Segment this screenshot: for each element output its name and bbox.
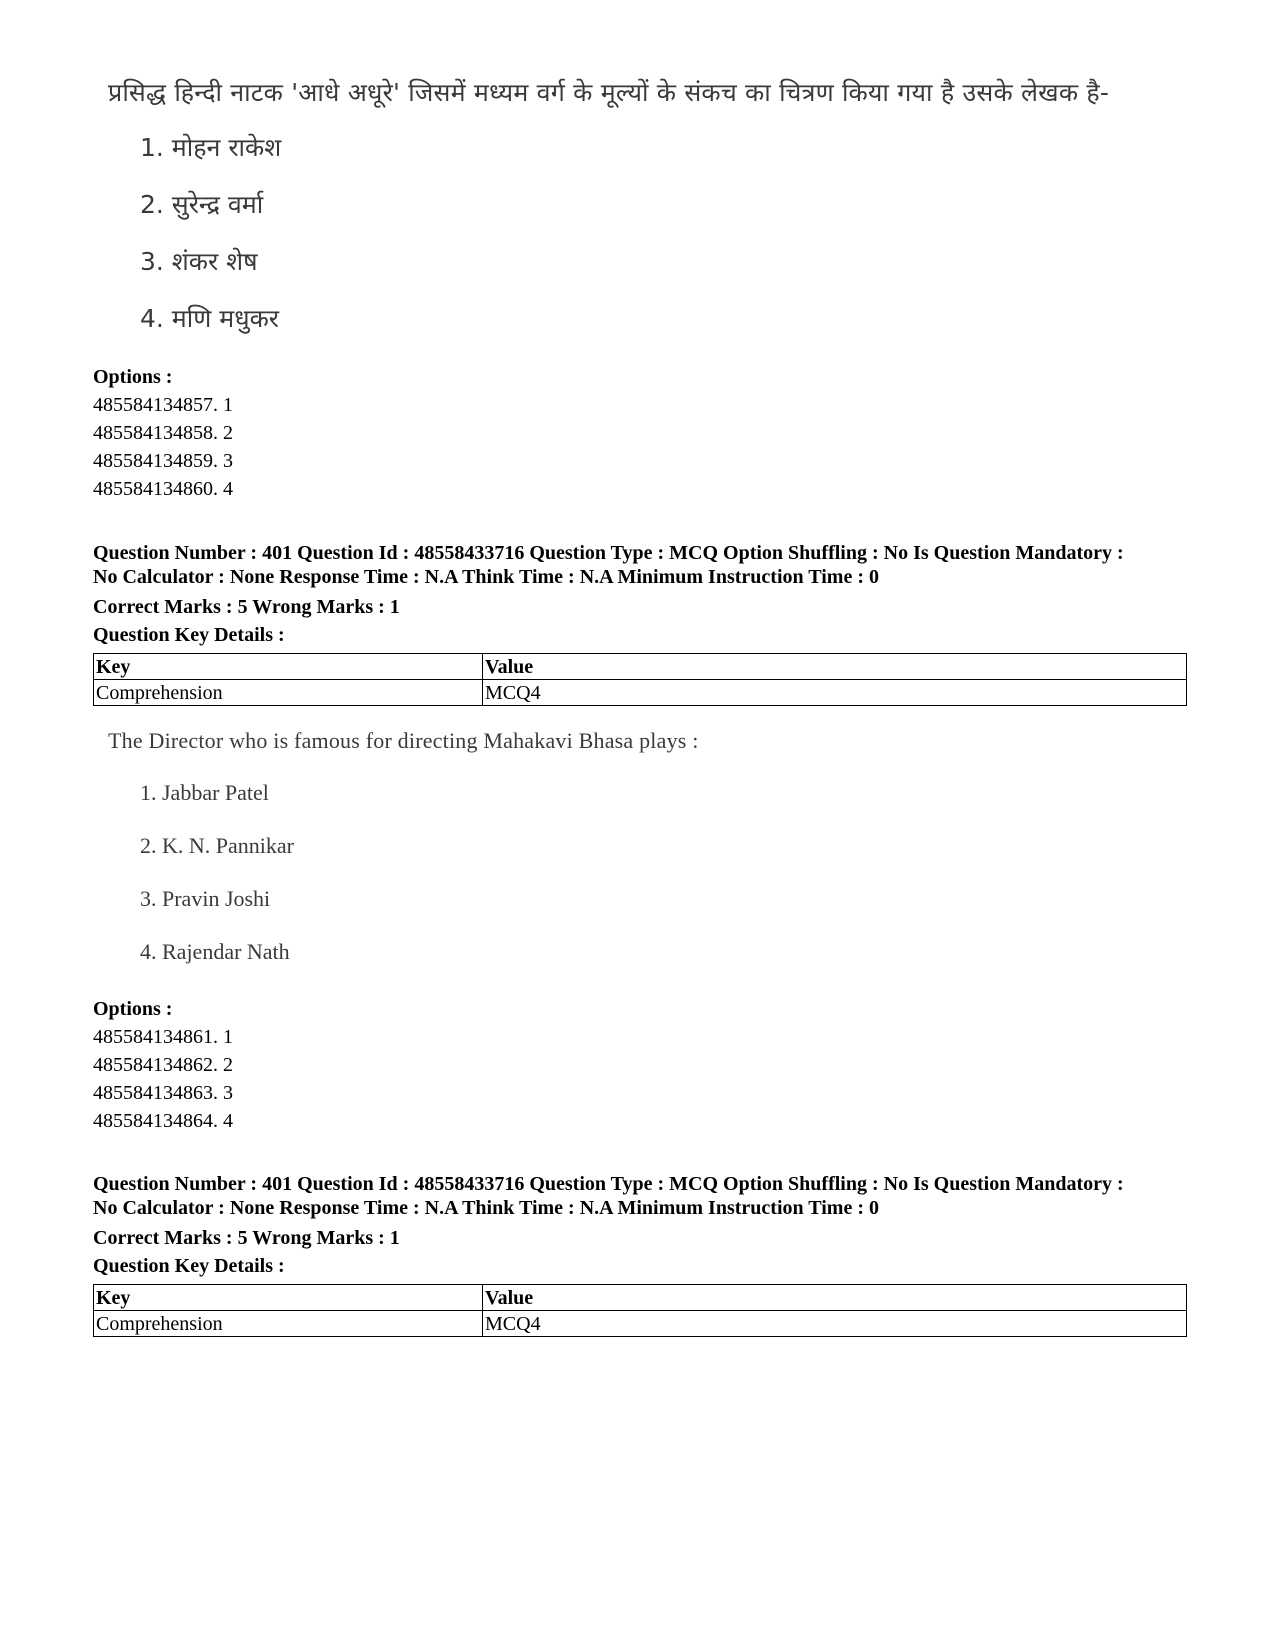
choice-list	[108, 778, 699, 990]
choice-item: 2. K. N. Pannikar	[140, 833, 294, 858]
option-row: 485584134860. 4	[93, 478, 233, 500]
table-cell-value: MCQ4	[483, 1311, 1187, 1337]
question-stem: The Director who is famous for directing Mahakavi Bhasa plays :	[108, 728, 699, 753]
key-details-heading: Question Key Details :	[93, 624, 285, 646]
table-row	[94, 680, 1187, 706]
table-header-row	[94, 1285, 1187, 1311]
options-list	[93, 363, 233, 503]
options-heading: Options :	[93, 366, 173, 388]
marks-line: Correct Marks : 5 Wrong Marks : 1	[93, 1227, 400, 1249]
table-cell-key: Comprehension	[94, 680, 483, 706]
choice-item: 4. Rajendar Nath	[140, 939, 290, 964]
meta-line: Question Number : 401 Question Id : 48558433716 Question Type : MCQ Option Shuffling : No Is Question Mandatory :	[93, 542, 1124, 564]
option-row: 485584134859. 3	[93, 450, 233, 472]
key-details-table	[93, 1284, 1187, 1337]
table-cell-value: MCQ4	[483, 680, 1187, 706]
meta-line: Question Number : 401 Question Id : 48558433716 Question Type : MCQ Option Shuffling : No Is Question Mandatory :	[93, 1173, 1124, 1195]
option-row: 485584134857. 1	[93, 394, 233, 416]
key-details-heading: Question Key Details :	[93, 1255, 285, 1277]
option-row: 485584134862. 2	[93, 1054, 233, 1076]
choice-item: 4. मणि मधुकर	[140, 304, 279, 333]
marks-line: Correct Marks : 5 Wrong Marks : 1	[93, 596, 400, 618]
question-meta	[93, 1172, 1203, 1337]
question-image-hindi	[108, 76, 1109, 359]
option-row: 485584134864. 4	[93, 1110, 233, 1132]
options-heading: Options :	[93, 998, 173, 1020]
table-header-value: Value	[483, 1285, 1187, 1311]
choice-item: 2. सुरेन्द्र वर्मा	[140, 190, 264, 219]
question-image-english	[108, 726, 699, 990]
option-row: 485584134861. 1	[93, 1026, 233, 1048]
choice-item: 3. शंकर शेष	[140, 247, 258, 276]
choice-list	[108, 131, 1109, 359]
table-header-key: Key	[94, 654, 483, 680]
key-details-table	[93, 653, 1187, 706]
meta-line: No Calculator : None Response Time : N.A Think Time : N.A Minimum Instruction Time : 0	[93, 1197, 879, 1219]
option-row: 485584134858. 2	[93, 422, 233, 444]
table-cell-key: Comprehension	[94, 1311, 483, 1337]
option-row: 485584134863. 3	[93, 1082, 233, 1104]
table-header-key: Key	[94, 1285, 483, 1311]
meta-line: No Calculator : None Response Time : N.A Think Time : N.A Minimum Instruction Time : 0	[93, 566, 879, 588]
table-row	[94, 1311, 1187, 1337]
choice-item: 1. Jabbar Patel	[140, 780, 269, 805]
choice-item: 1. मोहन राकेश	[140, 133, 282, 162]
table-header-row	[94, 654, 1187, 680]
options-list	[93, 995, 233, 1135]
table-header-value: Value	[483, 654, 1187, 680]
question-meta	[93, 541, 1203, 706]
question-stem: प्रसिद्ध हिन्दी नाटक 'आधे अधूरे' जिसमें मध्यम वर्ग के मूल्यों के संकच का चित्रण किया गया है उसके लेखक है-	[108, 78, 1110, 107]
choice-item: 3. Pravin Joshi	[140, 886, 271, 911]
